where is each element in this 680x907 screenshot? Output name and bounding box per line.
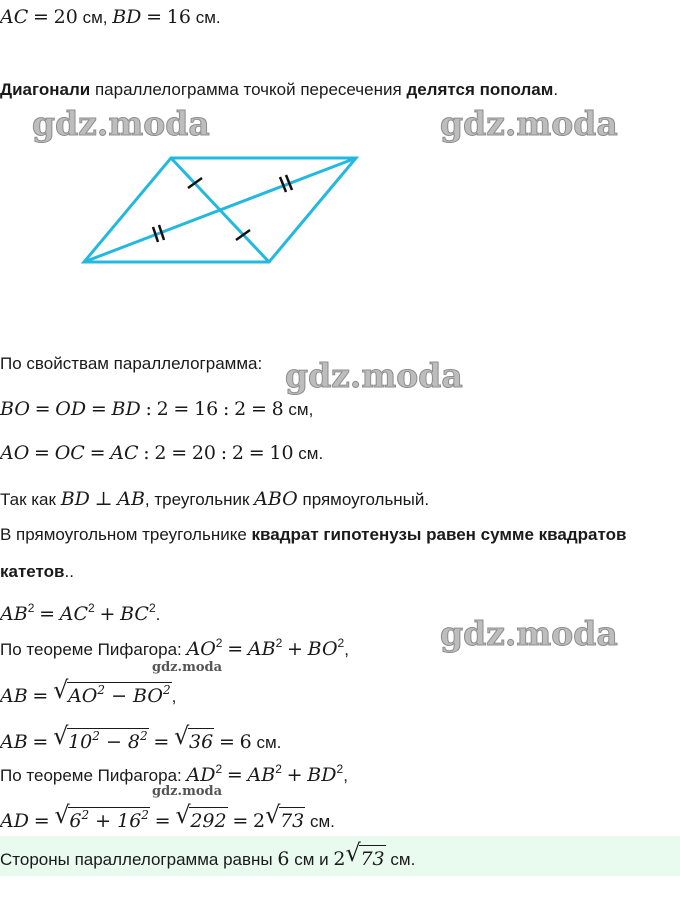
parallelogram-diagram (0, 140, 380, 280)
watermark: gdz.moda (440, 104, 618, 143)
rule-end: . (553, 80, 559, 99)
ao-equation: AO = OC = AC : 2 = 20 : 2 = 10 см. (0, 442, 324, 464)
eq5: По теореме Пифагора: $AD^2 = AB^2 + BD^2$, (0, 762, 348, 786)
watermark: gdz.moda (152, 784, 223, 799)
watermark: gdz.moda (440, 614, 618, 653)
props-label: По свойствам параллелограмма: (0, 354, 263, 373)
bo-equation: BO = OD = BD : 2 = 16 : 2 = 8 см, (0, 398, 314, 420)
pythag-rule-line1: В прямоугольном треугольнике квадрат гипотенузы равен сумме квадратов (0, 525, 627, 544)
eq2: По теореме Пифагора: $AO^2 = AB^2 + BO^2$, (0, 636, 349, 660)
rule-bold-diagonals: Диагонали (0, 80, 91, 99)
rule-line (0, 80, 558, 100)
rule-text: параллелограмма точкой пересечения (94, 80, 402, 99)
eq6: AD = √ $6^2 + 16^2$ = √ 292 = 2 √ 73 см. (0, 801, 335, 832)
pythag-rule-line2: катетов.. (0, 562, 74, 581)
watermark: gdz.moda (32, 104, 210, 143)
watermark: gdz.moda (152, 660, 223, 675)
eq4: AB = √ $10^2 - 8^2$ = √ 36 = 6 см. (0, 722, 282, 753)
given-line: AC = 20 см, BD = 16 см. (0, 6, 221, 28)
diagonal-bd (171, 158, 269, 262)
answer-line: Стороны параллелограмма равны 6 см и 2 √ 73 см. (0, 839, 416, 870)
eq3: AB = √ $AO^2 - BO^2$, (0, 676, 177, 707)
rule-bold-halved: делятся пополам (406, 80, 554, 99)
perp-line: Так как BD ⊥ AB, треугольник ABO прямоугольный. (0, 488, 430, 510)
eq1: $AB^2 = AC^2 + BC^2$. (0, 601, 161, 625)
watermark: gdz.moda (285, 356, 463, 395)
